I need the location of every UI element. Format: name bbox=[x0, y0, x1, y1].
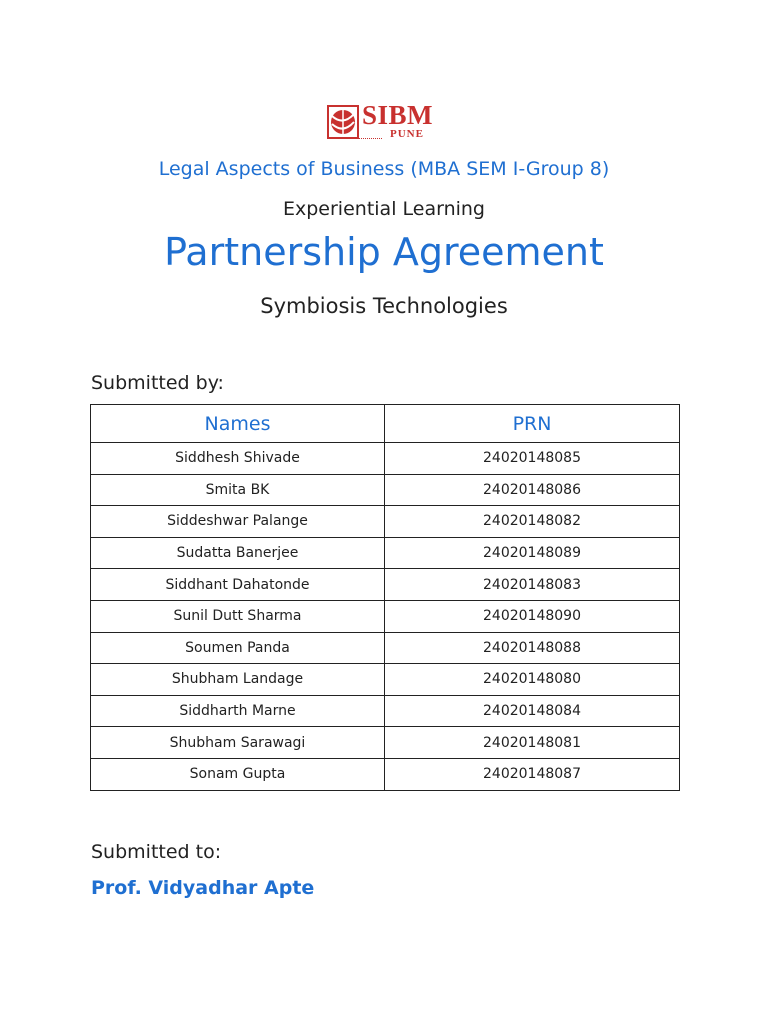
members-table bbox=[90, 404, 680, 791]
member-name: Sunil Dutt Sharma bbox=[91, 600, 385, 632]
submitted-by-label: Submitted by: bbox=[91, 372, 224, 394]
course-title: Legal Aspects of Business (MBA SEM I-Group 8) bbox=[158, 158, 610, 180]
logo-text: SIBM bbox=[362, 100, 434, 130]
names-header: Names bbox=[91, 405, 385, 443]
member-prn: 24020148090 bbox=[385, 600, 680, 632]
table-row bbox=[91, 537, 680, 569]
member-prn: 24020148085 bbox=[385, 443, 680, 475]
prn-header: PRN bbox=[385, 405, 680, 443]
table-header-row bbox=[91, 405, 680, 443]
member-prn: 24020148082 bbox=[385, 506, 680, 538]
professor-name: Prof. Vidyadhar Apte bbox=[91, 877, 315, 899]
table-row bbox=[91, 569, 680, 601]
company-name: Symbiosis Technologies bbox=[260, 294, 508, 318]
logo-tagline bbox=[328, 138, 382, 142]
member-name: Siddhant Dahatonde bbox=[91, 569, 385, 601]
table-row bbox=[91, 695, 680, 727]
member-name: Siddharth Marne bbox=[91, 695, 385, 727]
member-prn: 24020148081 bbox=[385, 727, 680, 759]
globe-icon bbox=[326, 102, 360, 142]
member-prn: 24020148086 bbox=[385, 474, 680, 506]
member-prn: 24020148089 bbox=[385, 537, 680, 569]
table-row bbox=[91, 664, 680, 696]
sibm-logo bbox=[326, 100, 444, 148]
table-row bbox=[91, 727, 680, 759]
member-name: Siddhesh Shivade bbox=[91, 443, 385, 475]
member-prn: 24020148088 bbox=[385, 632, 680, 664]
member-prn: 24020148083 bbox=[385, 569, 680, 601]
submitted-to-label: Submitted to: bbox=[91, 841, 222, 863]
table-row bbox=[91, 506, 680, 538]
member-prn: 24020148084 bbox=[385, 695, 680, 727]
member-name: Shubham Landage bbox=[91, 664, 385, 696]
table-row bbox=[91, 474, 680, 506]
member-name: Sonam Gupta bbox=[91, 758, 385, 790]
document-title: Partnership Agreement bbox=[164, 230, 604, 274]
table-row bbox=[91, 600, 680, 632]
table-row bbox=[91, 632, 680, 664]
member-name: Sudatta Banerjee bbox=[91, 537, 385, 569]
member-prn: 24020148080 bbox=[385, 664, 680, 696]
table-row bbox=[91, 758, 680, 790]
member-name: Smita BK bbox=[91, 474, 385, 506]
member-name: Shubham Sarawagi bbox=[91, 727, 385, 759]
member-name: Soumen Panda bbox=[91, 632, 385, 664]
member-name: Siddeshwar Palange bbox=[91, 506, 385, 538]
subtitle: Experiential Learning bbox=[283, 198, 485, 220]
logo-subtext: PUNE bbox=[390, 128, 424, 140]
table-row bbox=[91, 443, 680, 475]
member-prn: 24020148087 bbox=[385, 758, 680, 790]
